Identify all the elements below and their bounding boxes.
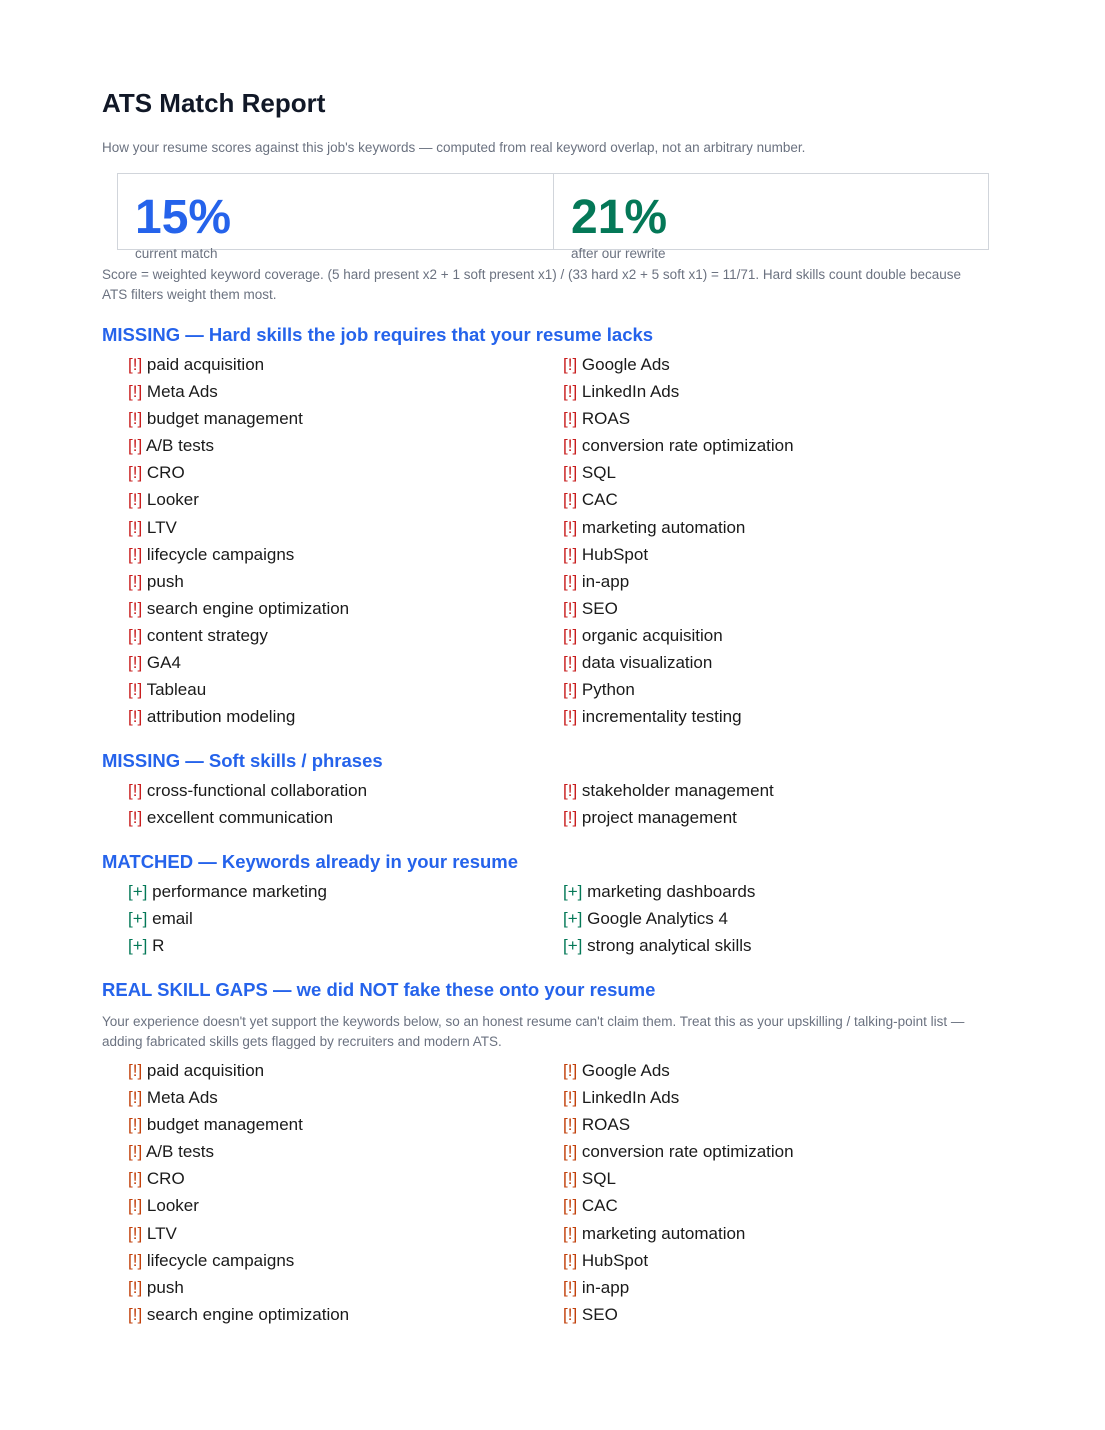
keyword-text: SEO <box>581 1304 618 1324</box>
keyword-item <box>563 649 988 676</box>
keyword-item <box>128 405 563 432</box>
keyword-marker: [!] <box>563 436 578 456</box>
keyword-marker: [!] <box>563 382 578 402</box>
keyword-item <box>563 1192 988 1219</box>
keyword-text: ROAS <box>581 409 631 429</box>
keyword-text: CAC <box>581 490 618 510</box>
keyword-text: content strategy <box>146 625 268 645</box>
keyword-item <box>563 1274 988 1301</box>
keyword-item <box>128 595 563 622</box>
keyword-item <box>128 459 563 486</box>
keyword-text: budget management <box>146 1115 303 1135</box>
keyword-text: GA4 <box>146 653 181 673</box>
keyword-item <box>128 1138 563 1165</box>
keyword-marker: [!] <box>563 781 578 800</box>
keyword-item <box>128 486 563 513</box>
keyword-marker: [!] <box>128 463 143 483</box>
keyword-text: LTV <box>146 1223 177 1243</box>
keyword-item <box>128 1165 563 1192</box>
skill-gaps-heading: REAL SKILL GAPS — we did NOT fake these onto your resume <box>102 979 656 1000</box>
rewrite-score-card <box>554 174 988 261</box>
keyword-text: project management <box>581 808 737 828</box>
keyword-marker: [!] <box>128 571 143 591</box>
keyword-text: in-app <box>581 1277 630 1297</box>
keyword-item <box>563 405 988 432</box>
keyword-marker: [!] <box>563 1223 578 1243</box>
keyword-text: excellent communication <box>146 808 334 828</box>
keyword-text: CRO <box>146 463 185 483</box>
keyword-marker: [!] <box>563 1277 578 1297</box>
keyword-item <box>128 541 563 568</box>
keyword-marker: [!] <box>128 781 143 800</box>
keyword-item <box>128 351 563 378</box>
keyword-marker: [!] <box>128 653 143 673</box>
keyword-item <box>563 541 988 568</box>
rewrite-score-value: 21% <box>571 191 668 244</box>
keyword-text: budget management <box>146 409 303 429</box>
current-score-label: current match <box>135 246 218 261</box>
keyword-marker: [+] <box>128 936 148 956</box>
keyword-item <box>563 905 988 932</box>
keyword-text: in-app <box>581 571 630 591</box>
keyword-marker: [!] <box>563 571 578 591</box>
keyword-marker: [+] <box>128 909 148 929</box>
keyword-text: A/B tests <box>145 1142 214 1162</box>
keyword-item <box>128 804 563 831</box>
keyword-text: strong analytical skills <box>587 936 752 956</box>
keyword-item <box>563 1165 988 1192</box>
keyword-item <box>563 1220 988 1247</box>
keyword-text: email <box>152 909 193 929</box>
keyword-marker: [+] <box>563 882 583 901</box>
keyword-item <box>128 1192 563 1219</box>
report-subtitle: How your resume scores against this job's keywords — computed from real keyword overlap, not an arbitrary number. <box>102 140 806 155</box>
keyword-marker: [!] <box>563 409 578 429</box>
keyword-marker: [!] <box>128 517 143 537</box>
keyword-item <box>563 1057 988 1084</box>
keyword-text: marketing automation <box>581 1223 746 1243</box>
keyword-item <box>128 432 563 459</box>
score-summary <box>117 173 989 261</box>
keyword-marker: [!] <box>128 625 143 645</box>
report-title: ATS Match Report <box>102 88 326 118</box>
keyword-item <box>563 622 988 649</box>
keyword-marker: [!] <box>128 1304 143 1324</box>
matched-heading: MATCHED — Keywords already in your resume <box>102 851 519 872</box>
keyword-item <box>128 378 563 405</box>
keyword-item <box>128 1057 563 1084</box>
keyword-item <box>128 622 563 649</box>
keyword-text: Looker <box>146 490 199 510</box>
keyword-text: SEO <box>581 598 618 618</box>
keyword-item <box>563 568 988 595</box>
keyword-marker: [!] <box>563 355 578 374</box>
keyword-item <box>563 378 988 405</box>
keyword-text: stakeholder management <box>581 781 774 800</box>
keyword-text: search engine optimization <box>146 1304 350 1324</box>
keyword-item <box>128 932 563 959</box>
keyword-item <box>128 568 563 595</box>
keyword-text: HubSpot <box>581 1250 649 1270</box>
keyword-text: incrementality testing <box>581 707 742 727</box>
keyword-text: SQL <box>581 463 616 483</box>
keyword-text: CAC <box>581 1196 618 1216</box>
keyword-item <box>563 1301 988 1328</box>
keyword-marker: [!] <box>128 1088 143 1108</box>
keyword-marker: [!] <box>563 1169 578 1189</box>
score-formula-note: Score = weighted keyword coverage. (5 hard present x2 + 1 soft present x1) / (33 hard x2 + 5 soft x1) = 11/71. Hard skills count double because ATS filters weight them most. <box>102 267 961 302</box>
keyword-text: performance marketing <box>152 882 327 901</box>
keyword-marker: [+] <box>128 882 148 901</box>
keyword-item <box>128 878 563 905</box>
keyword-text: organic acquisition <box>581 625 723 645</box>
keyword-text: SQL <box>581 1169 616 1189</box>
keyword-text: Python <box>581 680 635 700</box>
keyword-marker: [!] <box>128 1196 143 1216</box>
skill-gaps-note: Your experience doesn't yet support the keywords below, so an honest resume can't claim them. Treat this as your upskilling / talking-point list — adding fabricated skills gets flagged by recruiters and modern ATS. <box>102 1014 965 1049</box>
keyword-marker: [!] <box>563 625 578 645</box>
keyword-marker: [!] <box>128 1142 143 1162</box>
keyword-item <box>128 1274 563 1301</box>
keyword-text: paid acquisition <box>146 1061 265 1080</box>
keyword-text: conversion rate optimization <box>581 1142 794 1162</box>
keyword-text: HubSpot <box>581 544 649 564</box>
keyword-item <box>128 777 563 804</box>
keyword-text: ROAS <box>581 1115 631 1135</box>
keyword-text: Tableau <box>146 680 207 700</box>
keyword-marker: [!] <box>128 598 143 618</box>
keyword-item <box>563 676 988 703</box>
keyword-item <box>128 1111 563 1138</box>
keyword-text: LTV <box>146 517 177 537</box>
keyword-item <box>563 1111 988 1138</box>
keyword-text: push <box>146 1277 184 1297</box>
keyword-text: push <box>146 571 184 591</box>
keyword-text: Meta Ads <box>146 382 218 402</box>
keyword-marker: [!] <box>128 1115 143 1135</box>
keyword-marker: [!] <box>128 355 143 374</box>
rewrite-score-label: after our rewrite <box>571 246 666 261</box>
keyword-marker: [!] <box>563 808 578 828</box>
keyword-item <box>128 676 563 703</box>
keyword-marker: [!] <box>563 707 578 727</box>
keyword-text: search engine optimization <box>146 598 350 618</box>
keyword-marker: [!] <box>128 436 143 456</box>
keyword-item <box>563 878 988 905</box>
keyword-marker: [!] <box>563 1142 578 1162</box>
keyword-marker: [!] <box>563 490 578 510</box>
keyword-item <box>563 777 988 804</box>
keyword-marker: [!] <box>128 1169 143 1189</box>
missing-soft-list <box>128 777 988 831</box>
keyword-item <box>563 432 988 459</box>
keyword-text: LinkedIn Ads <box>581 382 680 402</box>
keyword-marker: [!] <box>563 653 578 673</box>
keyword-marker: [!] <box>563 680 578 700</box>
keyword-marker: [!] <box>128 1061 143 1080</box>
keyword-item <box>563 595 988 622</box>
keyword-item <box>128 1084 563 1111</box>
keyword-item <box>563 351 988 378</box>
keyword-marker: [!] <box>128 382 143 402</box>
keyword-item <box>563 932 988 959</box>
keyword-item <box>563 486 988 513</box>
missing-hard-heading: MISSING — Hard skills the job requires that your resume lacks <box>102 324 654 345</box>
keyword-item <box>128 905 563 932</box>
keyword-item <box>563 1084 988 1111</box>
keyword-text: Meta Ads <box>146 1088 218 1108</box>
keyword-text: attribution modeling <box>146 707 296 727</box>
keyword-marker: [!] <box>563 1250 578 1270</box>
keyword-item <box>563 514 988 541</box>
keyword-marker: [!] <box>563 463 578 483</box>
keyword-text: A/B tests <box>145 436 214 456</box>
keyword-text: Google Ads <box>581 355 670 374</box>
keyword-marker: [!] <box>563 1061 578 1080</box>
keyword-marker: [!] <box>563 1196 578 1216</box>
keyword-marker: [!] <box>128 1250 143 1270</box>
missing-hard-list <box>128 351 988 730</box>
keyword-marker: [!] <box>563 1304 578 1324</box>
keyword-text: R <box>152 936 165 956</box>
keyword-marker: [!] <box>563 1115 578 1135</box>
current-score-value: 15% <box>135 191 232 244</box>
keyword-item <box>128 1301 563 1328</box>
keyword-marker: [!] <box>128 1277 143 1297</box>
keyword-text: conversion rate optimization <box>581 436 794 456</box>
keyword-item <box>128 649 563 676</box>
keyword-marker: [!] <box>563 544 578 564</box>
keyword-marker: [!] <box>563 598 578 618</box>
keyword-marker: [+] <box>563 936 583 956</box>
keyword-marker: [+] <box>563 909 583 929</box>
keyword-marker: [!] <box>128 808 143 828</box>
keyword-item <box>563 1247 988 1274</box>
keyword-marker: [!] <box>128 490 143 510</box>
keyword-marker: [!] <box>128 409 143 429</box>
keyword-marker: [!] <box>128 707 143 727</box>
matched-list <box>128 878 988 959</box>
keyword-marker: [!] <box>563 1088 578 1108</box>
keyword-item <box>128 1247 563 1274</box>
keyword-text: CRO <box>146 1169 185 1189</box>
keyword-text: data visualization <box>581 653 713 673</box>
keyword-text: LinkedIn Ads <box>581 1088 680 1108</box>
keyword-item <box>128 514 563 541</box>
keyword-item <box>128 703 563 730</box>
keyword-text: lifecycle campaigns <box>146 544 295 564</box>
keyword-marker: [!] <box>128 1223 143 1243</box>
keyword-item <box>563 804 988 831</box>
keyword-item <box>563 459 988 486</box>
keyword-marker: [!] <box>128 680 143 700</box>
keyword-text: marketing dashboards <box>587 882 756 901</box>
missing-soft-heading: MISSING — Soft skills / phrases <box>102 750 383 771</box>
keyword-text: Google Ads <box>581 1061 670 1080</box>
keyword-text: marketing automation <box>581 517 746 537</box>
keyword-marker: [!] <box>128 544 143 564</box>
keyword-item <box>128 1220 563 1247</box>
current-score-card <box>118 174 554 261</box>
keyword-text: Looker <box>146 1196 199 1216</box>
keyword-text: lifecycle campaigns <box>146 1250 295 1270</box>
keyword-text: paid acquisition <box>146 355 265 374</box>
keyword-item <box>563 703 988 730</box>
keyword-marker: [!] <box>563 517 578 537</box>
keyword-text: cross-functional collaboration <box>146 781 368 800</box>
keyword-item <box>563 1138 988 1165</box>
keyword-text: Google Analytics 4 <box>587 909 728 929</box>
skill-gaps-list <box>128 1057 988 1328</box>
